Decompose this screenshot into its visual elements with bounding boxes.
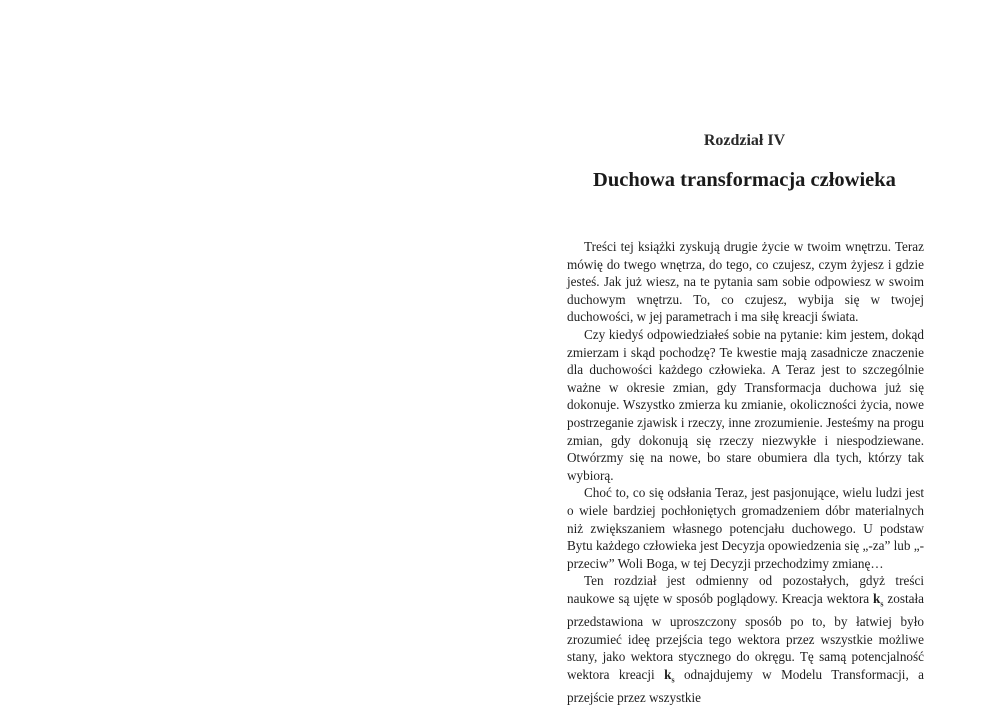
chapter-title: Duchowa transformacja człowieka (593, 169, 896, 191)
chapter-body (567, 238, 924, 707)
vector-k-symbol-2: $k_s$ (664, 666, 675, 685)
paragraph-3: Choć to, co się odsłania Teraz, jest pasjonujące, wielu ludzi jest o wiele bardziej pochłoniętych gromadzeniem dóbr materialnych niż zwiększaniem własnego potencjału duchowego. U podstaw Bytu każdego człowieka jest Decyzja opowiedzenia się „-za” lub „-przeciw” Woli Boga, w tej Decyzji przechodzimy zmianę… (567, 485, 924, 571)
paragraph-4-part2: została przedstawiona w uproszczony sposób po to, by łatwiej było zrozumieć ideę przejścia tego wektora przez wszystkie możliwe stany, jako wektora stycznego do okręgu. Tę samą potencjalność wektora kreacji (567, 590, 924, 682)
vector-k-symbol: $k_s$ (873, 590, 884, 609)
paragraph-4-part3: odnajdujemy w Modelu Transformacji, a przejście przez wszystkie (567, 666, 924, 706)
chapter-number: Rozdział IV (703, 132, 786, 149)
left-page-blank (0, 0, 496, 701)
paragraph-4 (567, 572, 924, 706)
paragraph-4-part1: Ten rozdział jest odmienny od pozostałych, gdyż treści naukowe są ujęte w sposób poglądowy. Kreacja wektora (567, 573, 924, 606)
paragraph-2: Czy kiedyś odpowiedziałeś sobie na pytanie: kim jestem, dokąd zmierzam i skąd pochodzę? Te kwestie mają zasadnicze znaczenie dla duchowości każdego człowieka. A Teraz jest to szczególnie ważne w okresie zmian, gdy Transformacja duchowa już się dokonuje. Wszystko zmierza ku zmianie, okoliczności życia, nowe postrzeganie zjawisk i rzeczy, inne zrozumienie. Jesteśmy na progu zmian, gdy dokonują się rzeczy niezwykłe i niespodziewane. Otwórzmy się na nowe, bo stare obumiera dla tych, którzy tak wybiorą. (567, 326, 924, 483)
paragraph-1: Treści tej książki zyskują drugie życie w twoim wnętrzu. Teraz mówię do twego wnętrza, do tego, co czujesz, czym żyjesz i gdzie jesteś. Jak już wiesz, na te pytania sam sobie odpowiesz w swoim duchowym wnętrzu. To, co czujesz, wybija się w twojej duchowości, w jej parametrach i ma siłę kreacji świata. (567, 239, 924, 325)
